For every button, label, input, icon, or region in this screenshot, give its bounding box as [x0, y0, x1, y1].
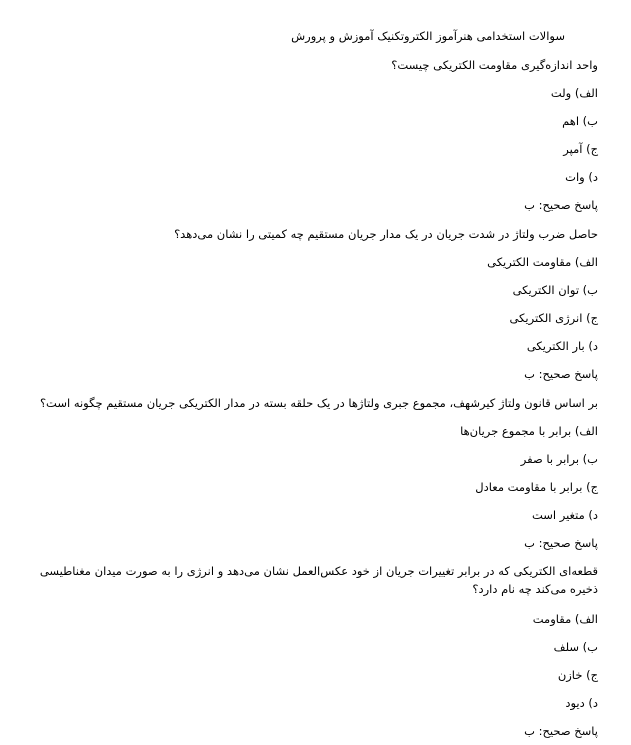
question-1-option-a: الف) ولت [550, 86, 598, 100]
question-2-option-c: ج) انرژی الکتریکی [509, 311, 598, 325]
question-2-option-d: د) بار الکتریکی [526, 339, 598, 353]
question-4-option-a: الف) مقاومت [532, 612, 598, 626]
question-3-option-d: د) متغیر است [531, 508, 598, 522]
question-1-text: واحد اندازه‌گیری مقاومت الکتریکی چیست؟ [391, 58, 598, 72]
question-4-option-b: ب) سلف [553, 640, 598, 654]
question-3-option-c: ج) برابر با مقاومت معادل [475, 480, 598, 494]
question-4-text: قطعه‌ای الکتریکی که در برابر تغییرات جریان از خود عکس‌العمل نشان می‌دهد و انرژی را به صورت میدان مغناطیسی ذخیره می‌کند چه نام دارد؟ [39, 564, 598, 596]
question-3-option-b: ب) برابر با صفر [520, 452, 598, 466]
question-4-answer: پاسخ صحیح: ب [524, 724, 598, 738]
question-2-answer: پاسخ صحیح: ب [524, 367, 598, 381]
question-1-option-b: ب) اهم [562, 114, 598, 128]
question-3-answer: پاسخ صحیح: ب [524, 536, 598, 550]
question-1-answer: پاسخ صحیح: ب [524, 198, 598, 212]
question-3-option-a: الف) برابر با مجموع جریان‌ها [460, 424, 598, 438]
question-4-option-c: ج) خازن [557, 668, 598, 682]
question-1-option-c: ج) آمپر [563, 142, 598, 156]
question-1-option-d: د) وات [565, 170, 598, 184]
question-4-option-d: د) دیود [565, 696, 598, 710]
question-2-text: حاصل ضرب ولتاژ در شدت جریان در یک مدار جریان مستقیم چه کمیتی را نشان می‌دهد؟ [174, 227, 598, 241]
question-3-text: بر اساس قانون ولتاژ کیرشهف، مجموع جبری ولتاژها در یک حلقه بسته در مدار الکتریکی جریان مستقیم چگونه است؟ [39, 396, 598, 410]
question-2-option-a: الف) مقاومت الکتریکی [487, 255, 598, 269]
question-2-option-b: ب) توان الکتریکی [512, 283, 598, 297]
document-title: سوالات استخدامی هنرآموز الکتروتکنیک آموزش و پرورش [291, 29, 565, 43]
